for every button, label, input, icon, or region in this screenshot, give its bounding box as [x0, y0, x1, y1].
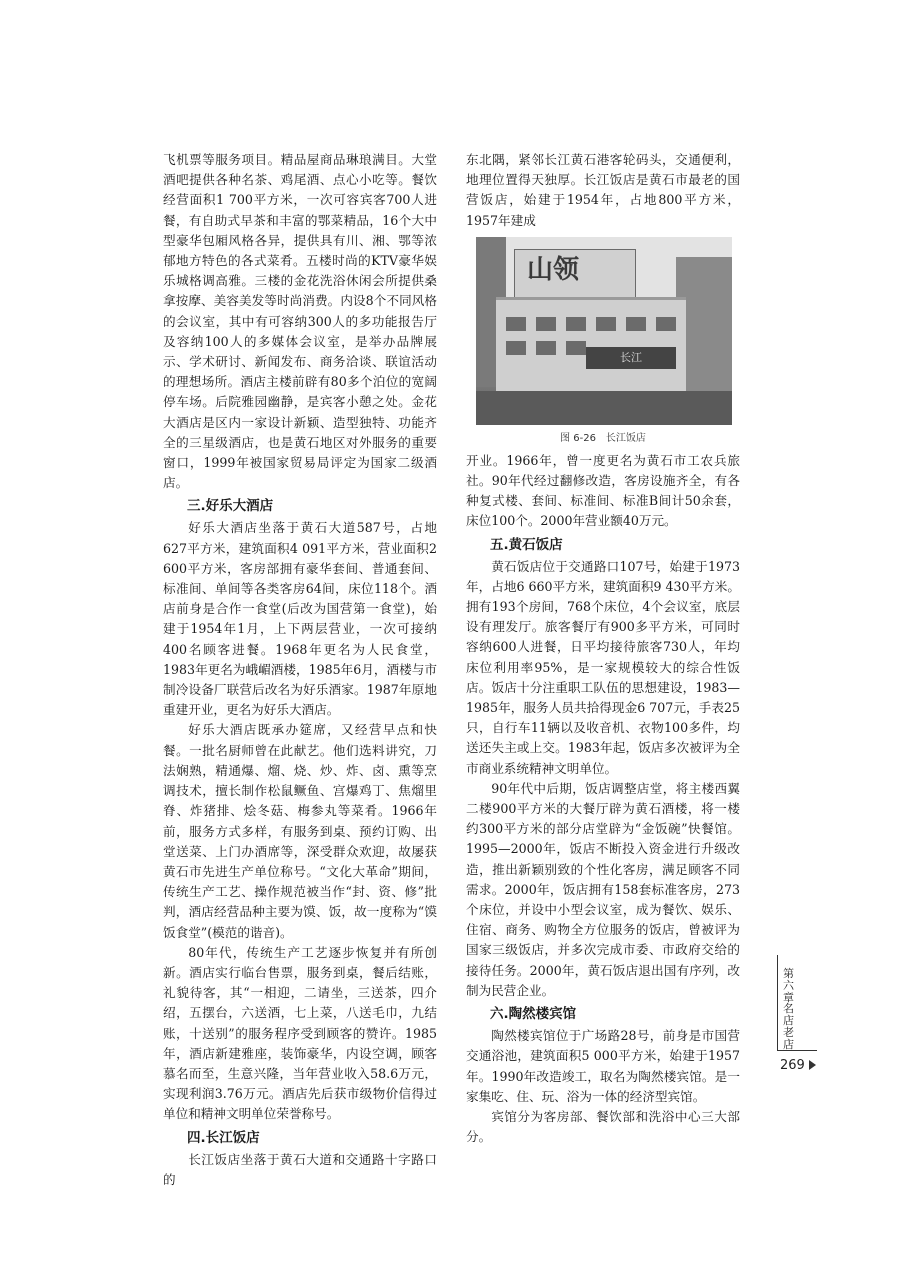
billboard	[514, 249, 636, 303]
shop-sign: 长江	[586, 347, 676, 369]
figure-caption: 图 6-26 长江饭店	[560, 432, 646, 444]
section-heading: 六.陶然楼宾馆	[490, 1006, 577, 1023]
paragraph: 宾馆分为客房部、餐饮部和洗浴中心三大部分。	[466, 1108, 740, 1145]
left-column	[163, 150, 437, 1190]
section-heading: 五.黄石饭店	[490, 536, 563, 553]
section-label: 名店老店	[783, 1002, 794, 1051]
paragraph: 黄石饭店位于交通路口107号，始建于1973年，占地6 660平方米，建筑面积9 430平方米。拥有193个房间，768个床位，4个会议室，底层设有理发厅。旅客餐厅有900多平方米，可同时容纳600人进餐，日平均接待旅客730人，年均床位利用率95%，是一家规模较大的综合性饭店。饭店十分注重职工队伍的思想建设，1983—1985年，服务人员共拾得现金6 707元，手表25只，自行车11辆以及收音机、衣物100多件，均送还失主或上交。1983年起，饭店多次被评为全市商业系统精神文明单位。	[466, 558, 740, 776]
paragraph: 东北隅，紧邻长江黄石港客轮码头，交通便利，地理位置得天独厚。长江饭店是黄石市最老的国营饭店，始建于1954年，占地800平方米，1957年建成	[466, 152, 740, 228]
paragraph: 90年代中后期，饭店调整店堂，将主楼西翼二楼900平方米的大餐厅辟为黄石酒楼，将一楼约300平方米的部分店堂辟为“金饭碗”快餐馆。1995—2000年，饭店不断投入资金进行升级改造，推出新颖别致的个性化客房，满足顾客不同需求。2000年，饭店拥有158套标准客房，273个床位，并设中小型会议室，成为餐饮、娱乐、住宿、商务、购物全方位服务的饭店，曾被评为国家三级饭店，并多次完成市委、市政府交给的接待任务。2000年，黄石饭店退出国有序列，改制为民营企业。	[466, 780, 740, 998]
paragraph: 陶然楼宾馆位于广场路28号，前身是市国营交通浴池，建筑面积5 000平方米，始建于1957年。1990年改造竣工，取名为陶然楼宾馆。是一家集吃、住、玩、浴为一体的经济型宾馆。	[466, 1028, 740, 1104]
sidebar-rule	[777, 955, 778, 1050]
paragraph: 长江饭店坐落于黄石大道和交通路十字路口的	[163, 1151, 437, 1187]
paragraph: 开业。1966年，曾一度更名为黄石市工农兵旅社。90年代经过翻修改造，客房设施齐全，有各种复式楼、套间、标准间、标准B间计50余套，床位100个。2000年营业额40万元。	[466, 452, 740, 529]
section-heading: 四.长江饭店	[187, 1129, 260, 1146]
billboard-text: 山领	[527, 254, 580, 285]
figure	[466, 237, 740, 447]
page-number-text: 269	[780, 1058, 805, 1073]
right-column	[466, 150, 740, 1147]
hotel-photo	[476, 237, 732, 425]
paragraph: 好乐大酒店坐落于黄石大道587号，占地627平方米，建筑面积4 091平方米，营业面积2 600平方米，客房部拥有豪华套间、普通套间、标准间、单间等各类客房64间，床位118个。酒店前身是合作一食堂(后改为国营第一食堂)，始建于1954年1月，上下两层营业，一次可接纳400名顾客进餐。1968年更名为人民食堂，1983年更名为峨嵋酒楼，1985年6月，酒楼与市制冷设备厂联营后改名为好乐酒家。1987年原地重建开业，更名为好乐大酒店。	[163, 520, 437, 718]
paragraph: 80年代，传统生产工艺逐步恢复并有所创新。酒店实行临台售票，服务到桌，餐后结账，礼貌待客，其“一相迎，二请坐，三送茶，四介绍，五摆台，六送酒，七上菜，八送毛巾，九结账，十送别”的服务程序受到顾客的赞许。1985年，酒店新建雅座，装饰豪华，内设空调，顾客慕名而至，生意兴隆，当年营业收入58.6万元，实现利润3.76万元。酒店先后获市级物价信得过单位和精神文明单位荣誉称号。	[163, 944, 437, 1122]
arrow-right-icon	[809, 1060, 816, 1070]
paragraph: 飞机票等服务项目。精品屋商品琳琅满目。大堂酒吧提供各种名茶、鸡尾酒、点心小吃等。餐饮经营面积1 700平方米，一次可容宾客700人进餐，有自助式早茶和丰富的鄂菜精品，16个大中型豪华包厢风格各异，提供具有川、湘、鄂等浓郁地方特色的各式菜肴。五楼时尚的KTV豪华娱乐城格调高雅。三楼的金花洗浴休闲会所提供桑拿按摩、美容美发等时尚消费。内设8个不同风格的会议室，其中有可容纳300人的多功能报告厅及容纳100人的多媒体会议室，是举办品牌展示、学术研讨、新闻发布、商务洽谈、联谊活动的理想场所。酒店主楼前辟有80多个泊位的宽阔停车场。后院雅园幽静，是宾客小憩之处。金花大酒店是区内一家设计新颖、造型独特、功能齐全的三星级酒店，也是黄石地区对外服务的重要窗口，1999年被国家贸易局评定为国家二级酒店。	[163, 152, 437, 491]
chapter-label: 第六章	[783, 967, 794, 1004]
page-number	[780, 1058, 816, 1073]
section-heading: 三.好乐大酒店	[187, 498, 274, 515]
paragraph: 好乐大酒店既承办筵席，又经营早点和快餐。一批名厨师曾在此献艺。他们选料讲究，刀法娴熟，精通爆、熘、烧、炒、炸、卤、熏等烹调技术，擅长制作松鼠鳜鱼、宫爆鸡丁、焦熘里脊、炸猪排、烩冬菇、梅参丸等菜肴。1966年前，服务方式多样，有服务到桌、预约订购、出堂送菜、上门办酒席等，深受群众欢迎，故屡获黄石市先进生产单位称号。“文化大革命”期间，传统生产工艺、操作规范被当作“封、资、修”批判，酒店经营品种主要为馍、饭，故一度称为“馍饭食堂”(模范的谐音)。	[163, 722, 437, 940]
